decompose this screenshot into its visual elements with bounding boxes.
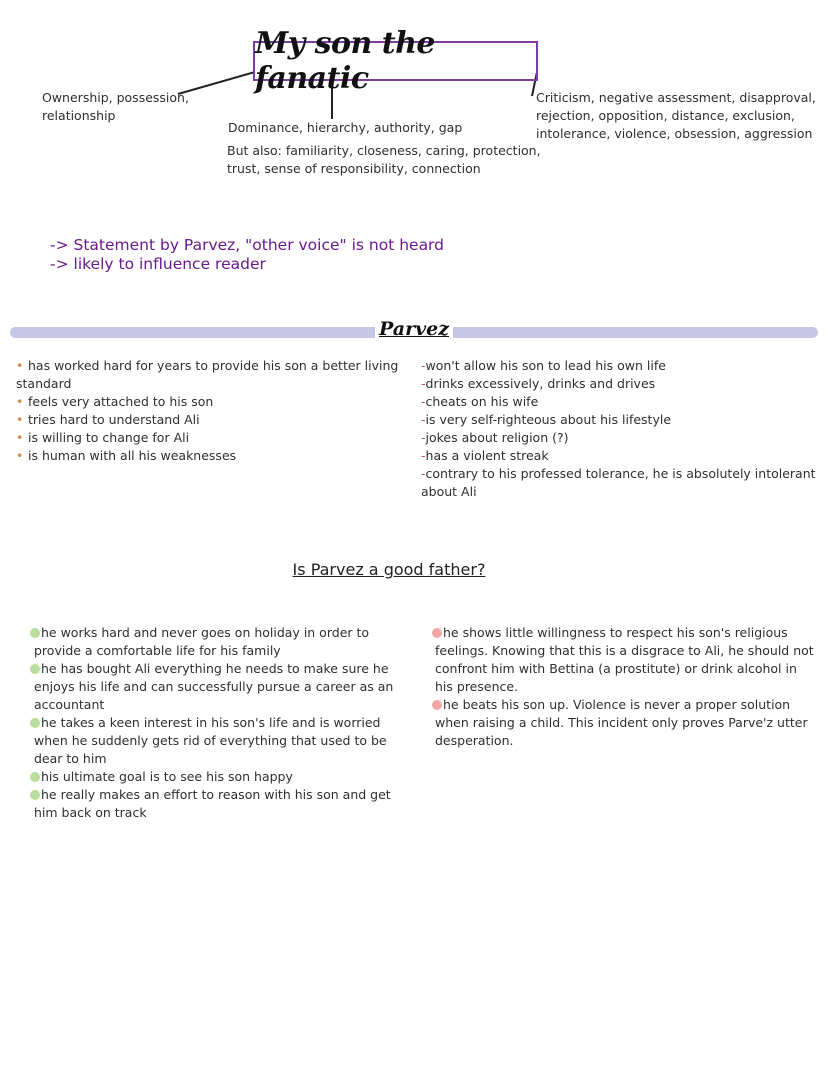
question-text: Is Parvez a good father? [292,560,486,579]
list-item-text: has worked hard for years to provide his son a better living [28,358,399,373]
list-item-continuation: accountant [34,697,105,712]
list-item [432,624,817,642]
list-item-text: won't allow his son to lead his own life [425,358,666,373]
connector-left [178,72,255,94]
list-item-continuation: desperation. [435,733,514,748]
list-item-continuation: confront him with Bettina (a prostitute) or drink alcohol in [435,661,797,676]
list-item-text: contrary to his professed tolerance, he is absolutely intolerant [425,466,816,481]
dash-icon: - [421,466,426,481]
list-item [421,411,821,429]
list-item-text: cheats on his wife [425,394,539,409]
list-item [432,696,817,714]
list-item-text: he takes a keen interest in his son's life and is worried [41,715,381,730]
list-item [421,357,821,375]
list-item [30,768,410,786]
list-item-continuation: about Ali [421,484,477,499]
list-item-continuation: when he suddenly gets rid of everything that used to be [34,733,387,748]
list-item-text: jokes about religion (?) [425,430,569,445]
bullet-icon: • [16,430,24,445]
green-dot-icon [30,664,40,674]
list-item [421,393,821,411]
list-item-text: he works hard and never goes on holiday in order to [41,625,370,640]
list-item-text: feels very attached to his son [28,394,214,409]
list-item [421,375,821,393]
dash-icon: - [421,376,426,391]
list-item [16,357,406,375]
mindmap-right-line: intolerance, violence, obsession, aggression [536,126,813,141]
bullet-icon: • [16,358,24,373]
question-heading [0,560,778,579]
list-item-continuation: him back on track [34,805,147,820]
mindmap-right-line: rejection, opposition, distance, exclusion, [536,108,795,123]
page-title: My son the fanatic [253,41,538,81]
list-item-text: is human with all his weaknesses [28,448,237,463]
green-dot-icon [30,628,40,638]
list-item-continuation: feelings. Knowing that this is a disgrace to Ali, he should not [435,643,814,658]
bullet-icon: • [16,394,24,409]
list-item [16,429,406,447]
red-dot-icon [432,628,442,638]
list-item [421,429,821,447]
mindmap-center-also-line: trust, sense of responsibility, connection [227,161,481,176]
section-heading [0,318,828,340]
list-item-continuation: when raising a child. This incident only proves Parve'z utter [435,715,808,730]
list-item [16,411,406,429]
mindmap-center [228,119,462,137]
dash-icon: - [421,448,426,463]
list-item [16,447,406,465]
list-item-continuation: standard [16,376,72,391]
list-item-continuation: provide a comfortable life for his family [34,643,281,658]
mindmap-left-line: Ownership, possession, [42,90,189,105]
mindmap-left [42,89,189,125]
dash-icon: - [421,358,426,373]
list-item-text: he beats his son up. Violence is never a proper solution [443,697,791,712]
con-list [432,624,817,750]
list-item-text: he shows little willingness to respect his son's religious [443,625,788,640]
green-dot-icon [30,772,40,782]
list-item [30,624,410,642]
red-dot-icon [432,700,442,710]
list-item-continuation: his presence. [435,679,519,694]
notes [50,236,444,274]
parvez-negative-list [421,357,821,501]
list-item-text: is very self-righteous about his lifestyle [425,412,672,427]
note-line: -> Statement by Parvez, "other voice" is not heard [50,236,445,254]
list-item-text: has a violent streak [425,448,549,463]
dash-icon: - [421,430,426,445]
list-item-text: his ultimate goal is to see his son happy [41,769,293,784]
bullet-icon: • [16,448,24,463]
list-item-text: is willing to change for Ali [28,430,190,445]
list-item-continuation: dear to him [34,751,107,766]
note-line: -> likely to influence reader [50,255,266,273]
green-dot-icon [30,790,40,800]
pro-list [30,624,410,822]
list-item [30,786,410,804]
list-item-text: drinks excessively, drinks and drives [425,376,656,391]
list-item [30,714,410,732]
list-item [421,465,821,483]
list-item-text: tries hard to understand Ali [28,412,200,427]
list-item-continuation: enjoys his life and can successfully pursue a career as an [34,679,394,694]
mindmap-left-line: relationship [42,108,116,123]
mindmap-center-also [227,142,541,178]
mindmap-right-line: Criticism, negative assessment, disapproval, [536,90,816,105]
list-item-text: he has bought Ali everything he needs to make sure he [41,661,389,676]
mindmap-center-also-line: But also: familiarity, closeness, caring, protection, [227,143,541,158]
dash-icon: - [421,412,426,427]
mindmap-center-line: Dominance, hierarchy, authority, gap [228,120,463,135]
list-item [16,393,406,411]
mindmap-right [536,89,816,143]
green-dot-icon [30,718,40,728]
bullet-icon: • [16,412,24,427]
list-item-text: he really makes an effort to reason with his son and get [41,787,391,802]
parvez-positive-list [16,357,406,465]
dash-icon: - [421,394,426,409]
list-item [30,660,410,678]
list-item [421,447,821,465]
section-heading-text: Parvez [375,318,453,340]
